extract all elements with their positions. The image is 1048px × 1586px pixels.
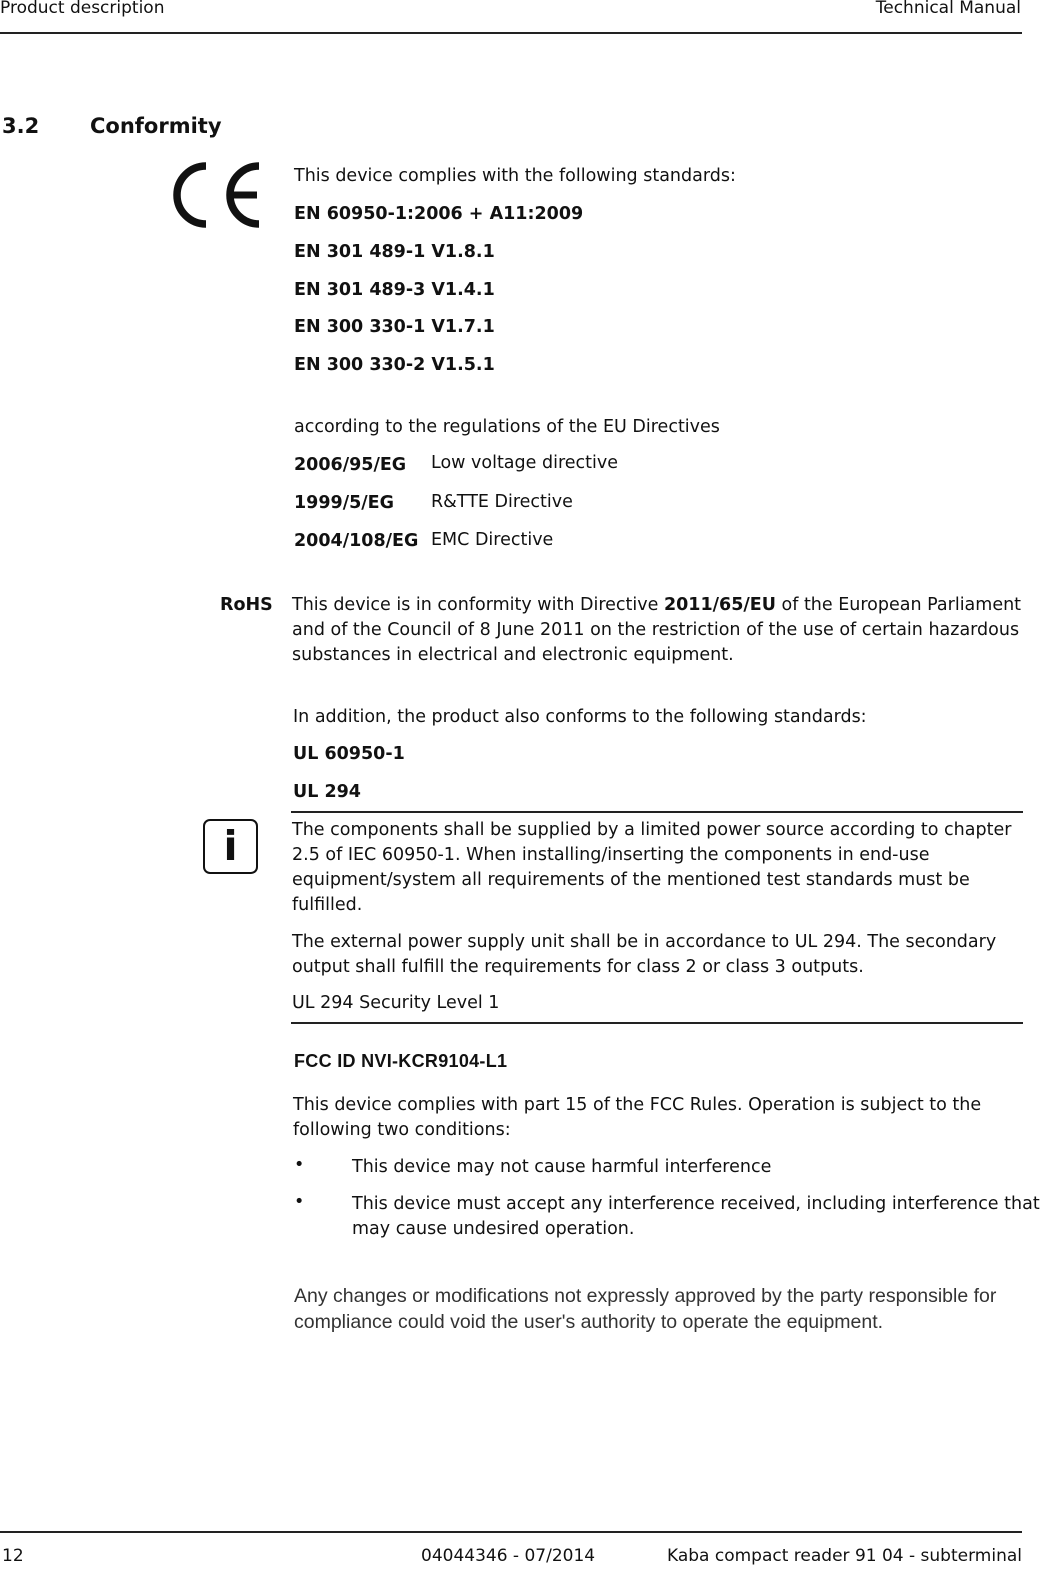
header-rule [0,32,1022,34]
fcc-id: FCC ID NVI-KCR9104-L1 [294,1051,508,1071]
rohs-label: RoHS [220,595,273,615]
info-icon: i [203,819,258,874]
page-number: 12 [2,1546,24,1566]
bullet-icon: • [294,1155,305,1175]
directive-name: R&TTE Directive [431,492,573,512]
rohs-line-1: This device is in conformity with Directive 2011/65/EU of the European Parliament [292,595,1022,615]
ul-standard: UL 294 [293,782,361,802]
fcc-warning-line: compliance could void the user's authority to operate the equipment. [294,1311,884,1333]
standard-item: EN 300 330-1 V1.7.1 [294,317,495,337]
doc-number: 04044346 - 07/2014 [421,1546,596,1566]
info-para-1-line: The components shall be supplied by a limited power source according to chapter [292,820,1012,840]
standard-item: EN 300 330-2 V1.5.1 [294,355,495,375]
directive-name: EMC Directive [431,530,554,550]
standard-item: EN 301 489-3 V1.4.1 [294,280,495,300]
standard-item: EN 301 489-1 V1.8.1 [294,242,495,262]
fcc-condition: This device may not cause harmful interference [352,1157,772,1177]
rohs-line-2: and of the Council of 8 June 2011 on the restriction of the use of certain hazardous [292,620,1020,640]
product-name: Kaba compact reader 91 04 - subterminal [667,1546,1022,1566]
ce-intro: This device complies with the following standards: [294,166,736,186]
directive-name: Low voltage directive [431,453,618,473]
ce-mark-icon [168,160,264,230]
header-right: Technical Manual [875,0,1021,18]
rohs-directive: 2011/65/EU [663,595,776,615]
directive-code: 2004/108/EG [294,531,419,551]
directive-code: 2006/95/EG [294,455,407,475]
rohs-line-3: substances in electrical and electronic equipment. [292,645,734,665]
info-para-1-line: fulfilled. [292,895,363,915]
fcc-condition: This device must accept any interference received, including interference that [352,1194,1040,1214]
info-rule-bottom [291,1022,1023,1024]
fcc-intro-line: following two conditions: [293,1120,511,1140]
ul-standard: UL 60950-1 [293,744,405,764]
directive-code: 1999/5/EG [294,493,394,513]
info-para-3: UL 294 Security Level 1 [292,993,500,1013]
info-para-2-line: output shall fulfill the requirements for class 2 or class 3 outputs. [292,957,864,977]
info-para-2-line: The external power supply unit shall be in accordance to UL 294. The secondary [292,932,997,952]
directives-intro: according to the regulations of the EU Directives [294,417,720,437]
section-number: 3.2 [2,114,40,138]
section-title: Conformity [90,114,222,138]
fcc-condition-cont: may cause undesired operation. [352,1219,635,1239]
info-para-1-line: equipment/system all requirements of the mentioned test standards must be [292,870,970,890]
footer-rule [0,1531,1022,1533]
fcc-intro-line: This device complies with part 15 of the FCC Rules. Operation is subject to the [293,1095,982,1115]
fcc-warning-line: Any changes or modifications not expressly approved by the party responsible for [294,1285,997,1307]
info-para-1-line: 2.5 of IEC 60950-1. When installing/inserting the components in end-use [292,845,930,865]
info-rule-top [291,811,1023,813]
ul-intro: In addition, the product also conforms to the following standards: [293,707,867,727]
bullet-icon: • [294,1192,305,1212]
standard-item: EN 60950-1:2006 + A11:2009 [294,204,584,224]
header-left: Product description [0,0,165,18]
